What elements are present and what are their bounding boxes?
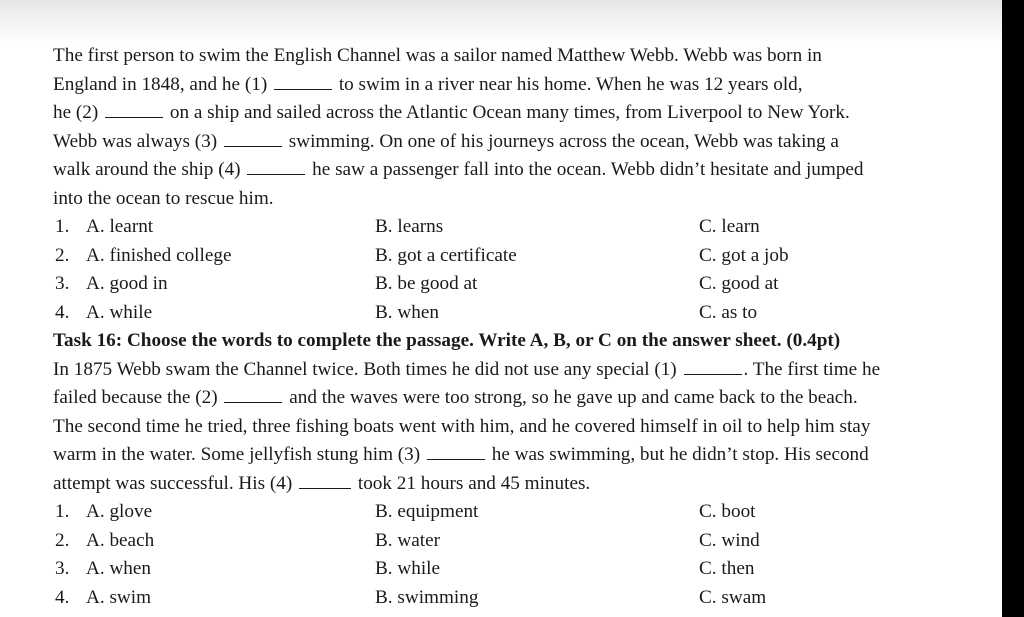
- passage-line: into the ocean to rescue him.: [53, 187, 274, 209]
- line-text: on a ship and sailed across the Atlantic Ocean many times, from Liverpool to New York.: [169, 102, 850, 123]
- option-row: [53, 555, 988, 584]
- line-text: walk around the ship (4): [53, 159, 241, 180]
- option-b[interactable]: B. equipment: [375, 501, 479, 522]
- option-c[interactable]: C. good at: [699, 273, 779, 294]
- passage-line: [53, 356, 988, 385]
- answer-blank-3[interactable]: [427, 443, 485, 460]
- answer-blank-2[interactable]: [105, 101, 163, 118]
- option-a[interactable]: A. beach: [86, 529, 155, 551]
- option-row: [53, 213, 988, 242]
- passage-line: [53, 384, 988, 413]
- option-c[interactable]: C. wind: [699, 529, 760, 551]
- line-text: swimming. On one of his journeys across the ocean, Webb was taking a: [288, 130, 839, 152]
- line-text: and the waves were too strong, so he gave up and came back to the beach.: [289, 387, 858, 408]
- passage-line: [53, 99, 988, 128]
- question-number: 3.: [55, 273, 70, 294]
- passage-line: The second time he tried, three fishing boats went with him, and he covered himself in oil to help him stay: [53, 415, 871, 437]
- line-text: In 1875 Webb swam the Channel twice. Both times he did not use any special (1): [53, 358, 677, 380]
- option-a[interactable]: A. swim: [86, 586, 152, 608]
- passage-line: The first person to swim the English Channel was a sailor named Matthew Webb. Webb was born in: [53, 45, 822, 66]
- line-text: Webb was always (3): [53, 130, 218, 152]
- line-text: he was swimming, but he didn’t stop. His second: [491, 444, 869, 465]
- line-text: warm in the water. Some jellyfish stung him (3): [53, 444, 421, 465]
- option-a[interactable]: A. when: [86, 558, 152, 579]
- question-number: 3.: [55, 558, 70, 579]
- answer-blank-4[interactable]: [299, 472, 351, 489]
- option-a[interactable]: A. good in: [86, 273, 168, 294]
- question-number: 4.: [55, 301, 70, 323]
- question-number: 2.: [55, 244, 70, 266]
- option-row: [53, 527, 988, 556]
- answer-blank-2[interactable]: [224, 386, 282, 403]
- option-row: [53, 584, 988, 613]
- task-heading: Task 16: Choose the words to complete the passage. Write A, B, or C on the answer sheet. (0.4pt): [53, 330, 841, 351]
- passage-1: [53, 42, 988, 213]
- answer-blank-1[interactable]: [274, 73, 332, 90]
- line-text: to swim in a river near his home. When he was 12 years old,: [338, 73, 803, 95]
- passage-line: [53, 441, 988, 470]
- option-b[interactable]: B. learns: [375, 216, 444, 237]
- line-text: . The first time he: [743, 358, 881, 380]
- option-row: [53, 299, 988, 328]
- option-row: [53, 270, 988, 299]
- option-c[interactable]: C. learn: [699, 216, 760, 237]
- answer-blank-1[interactable]: [684, 358, 742, 375]
- option-c[interactable]: C. as to: [699, 301, 758, 323]
- question-number: 4.: [55, 586, 70, 608]
- option-b[interactable]: B. got a certificate: [375, 244, 517, 266]
- line-text: he (2): [53, 102, 99, 123]
- passage-line: [53, 156, 988, 185]
- option-row: [53, 242, 988, 271]
- option-a[interactable]: A. finished college: [86, 244, 232, 266]
- answer-blank-3[interactable]: [224, 130, 282, 147]
- worksheet-content: [53, 42, 988, 612]
- options-list-1: [53, 213, 988, 327]
- line-text: attempt was successful. His (4): [53, 472, 293, 494]
- option-row: [53, 498, 988, 527]
- option-c[interactable]: C. boot: [699, 501, 756, 522]
- option-c[interactable]: C. got a job: [699, 244, 789, 266]
- line-text: he saw a passenger fall into the ocean. Webb didn’t hesitate and jumped: [312, 159, 864, 180]
- line-text: took 21 hours and 45 minutes.: [357, 472, 591, 494]
- passage-line: [53, 128, 988, 157]
- question-number: 2.: [55, 529, 70, 551]
- line-text: England in 1848, and he (1): [53, 73, 268, 95]
- line-text: failed because the (2): [53, 387, 218, 408]
- options-list-2: [53, 498, 988, 612]
- option-b[interactable]: B. swimming: [375, 586, 479, 608]
- option-c[interactable]: C. then: [699, 558, 755, 579]
- option-b[interactable]: B. water: [375, 529, 441, 551]
- option-b[interactable]: B. when: [375, 301, 439, 323]
- option-a[interactable]: A. while: [86, 301, 153, 323]
- option-a[interactable]: A. glove: [86, 501, 153, 522]
- answer-blank-4[interactable]: [247, 158, 305, 175]
- passage-line: [53, 470, 988, 499]
- option-b[interactable]: B. be good at: [375, 273, 478, 294]
- option-c[interactable]: C. swam: [699, 586, 767, 608]
- passage-line: [53, 71, 988, 100]
- option-b[interactable]: B. while: [375, 558, 441, 579]
- question-number: 1.: [55, 216, 70, 237]
- question-number: 1.: [55, 501, 70, 522]
- passage-2: [53, 356, 988, 499]
- option-a[interactable]: A. learnt: [86, 216, 154, 237]
